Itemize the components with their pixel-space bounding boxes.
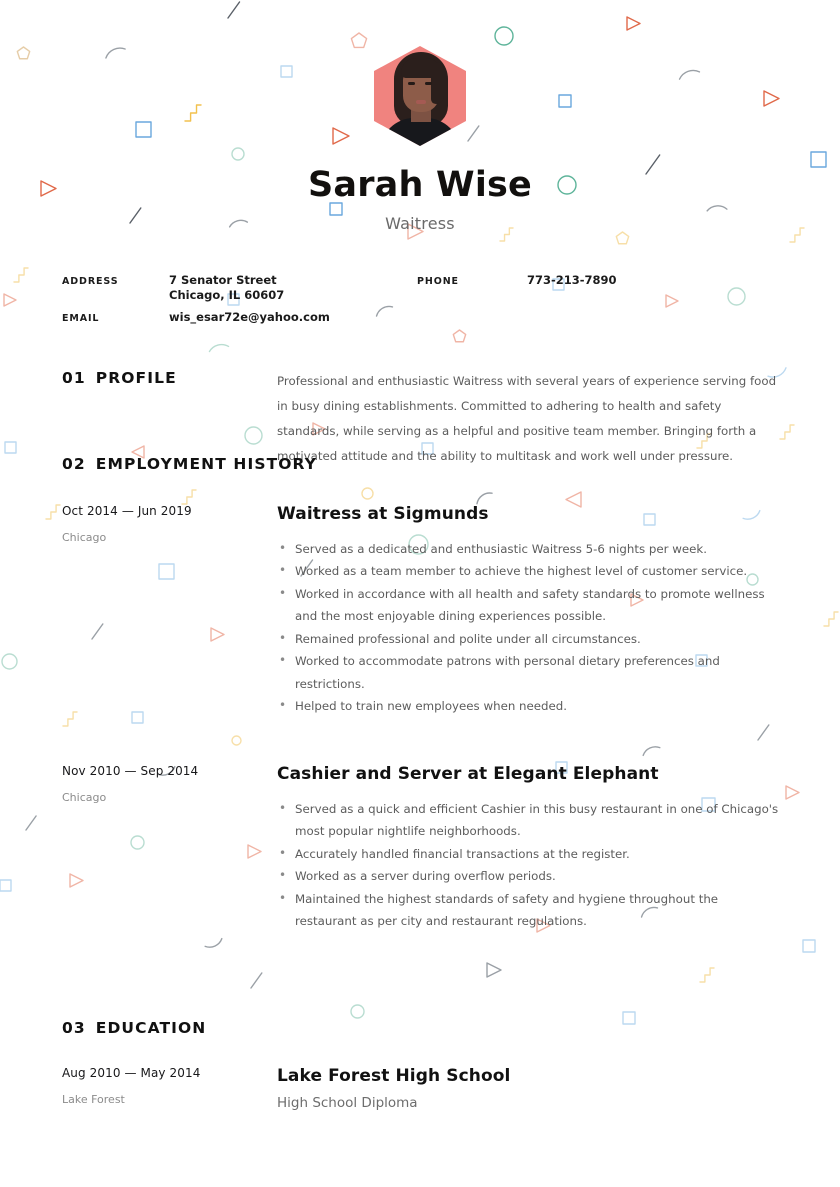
list-item: • Accurately handled financial transactions at the register. [277,843,782,866]
list-item: • Worked in accordance with all health and safety standards to promote wellness and the most enjoyable dining experiences possible. [277,583,782,628]
employment-entry-city: Chicago [62,530,107,544]
education-entry-city: Lake Forest [62,1092,125,1106]
portrait-shoulders [380,118,460,146]
section-education [0,1019,840,1111]
employment-entry-title: Waitress at Sigmunds [277,503,489,524]
employment-entry-title: Cashier and Server at Elegant Elephant [277,763,659,784]
employment-entry-bullets [277,538,782,718]
address-label: ADDRESS [62,275,119,287]
phone-value: 773-213-7890 [527,272,617,287]
list-item: • Maintained the highest standards of safety and hygiene throughout the restaurant as per city and restaurant regulations. [277,888,782,933]
email-value[interactable]: wis_esar72e@yahoo.com [169,309,330,324]
section-education-title: EDUCATION [95,1018,207,1037]
list-item: • Served as a dedicated and enthusiastic Waitress 5-6 nights per week. [277,538,782,561]
employment-entry-date: Oct 2014 — Jun 2019 [62,503,192,518]
phone-label: PHONE [417,275,459,287]
list-item: • Helped to train new employees when needed. [277,695,782,718]
employment-entry-meta [62,504,262,544]
page-title: Sarah Wise [308,165,532,205]
education-entry-title: Lake Forest High School [277,1065,511,1086]
employment-entry [62,504,840,718]
section-profile-number: 01 [62,368,86,387]
section-employment-history [0,455,840,933]
portrait-hair-side [431,62,444,104]
employment-entry-date: Nov 2010 — Sep 2014 [62,763,199,778]
employment-entry-meta [62,764,262,804]
job-title-subtitle: Waitress [385,213,455,233]
section-profile [0,368,840,463]
employment-entry [62,764,840,933]
education-entry-detail [277,1066,782,1111]
section-profile-title: PROFILE [95,368,177,387]
education-entry [62,1066,840,1111]
profile-body-text: Professional and enthusiastic Waitress with several years of experience serving food in busy dining establishments. Committed to adhering to health and safety standards, while serving as a helpful and positive team member. Bringing forth a motivated attitude and the ability to multitask and work well under pressure. [277,373,777,463]
education-entry-date: Aug 2010 — May 2014 [62,1065,201,1080]
list-item: • Worked to accommodate patrons with personal dietary preferences and restrictions. [277,650,782,695]
employment-entry-detail [277,504,782,718]
employment-entry-detail [277,764,782,933]
portrait-lips [416,100,426,104]
resume-header [0,0,840,233]
section-education-heading [62,1019,840,1037]
avatar-hexagon [374,46,466,146]
section-employment-heading [62,455,840,473]
address-value [169,273,284,303]
education-entry-meta [62,1066,262,1106]
contact-block [0,267,840,327]
employment-entry-bullets [277,798,782,933]
address-line-2: Chicago, IL 60607 [169,287,285,302]
portrait-eye-right [425,82,432,85]
section-employment-title: EMPLOYMENT HISTORY [95,454,318,473]
list-item: • Worked as a team member to achieve the highest level of customer service. [277,560,782,583]
email-label: EMAIL [62,312,100,324]
portrait-eye-left [408,82,415,85]
education-entry-degree: High School Diploma [277,1094,418,1111]
list-item: • Remained professional and polite under all circumstances. [277,628,782,651]
avatar [374,46,466,146]
employment-entry-city: Chicago [62,790,107,804]
list-item: • Worked as a server during overflow periods. [277,865,782,888]
address-line-1: 7 Senator Street [169,272,277,287]
section-education-number: 03 [62,1018,86,1037]
list-item: • Served as a quick and efficient Cashier in this busy restaurant in one of Chicago's most popular nightlife neighborhoods. [277,798,782,843]
section-employment-number: 02 [62,454,86,473]
